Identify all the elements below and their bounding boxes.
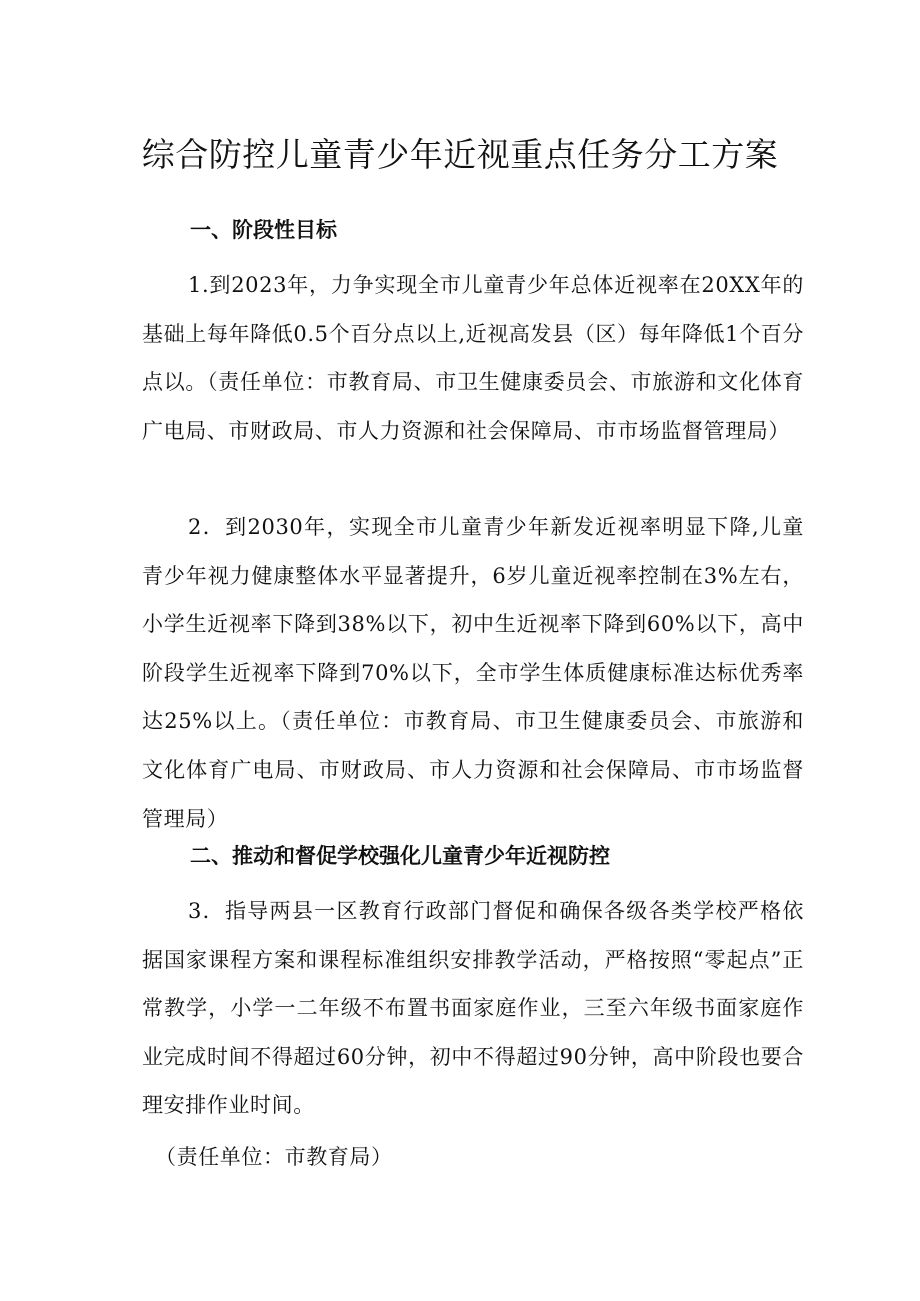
document-title: 综合防控儿童青少年近视重点任务分工方案 (141, 135, 779, 174)
section-heading-goals: 一、阶段性目标 (190, 218, 337, 242)
paragraph-goal-2023: 1.到2023年，力争实现全市儿童青少年总体近视率在20XX年的基础上每年降低0.5个百分点以上,近视高发县（区）每年降低1个百分点以。（责任单位：市教育局、市卫生健康委员会、市旅游和文化体育广电局、市财政局、市人力资源和社会保障局、市市场监督管理局） (142, 273, 804, 443)
section-heading-schools: 二、推动和督促学校强化儿童青少年近视防控 (190, 844, 610, 868)
paragraph-school-homework: 3．指导两县一区教育行政部门督促和确保各级各类学校严格依据国家课程方案和课程标准组织安排教学活动，严格按照“零起点”正常教学，小学一二年级不布置书面家庭作业，三至六年级书面家庭作业完成时间不得超过60分钟，初中不得超过90分钟，高中阶段也要合理安排作业时间。 (142, 899, 804, 1118)
responsibility-note: （责任单位：市教育局） (155, 1145, 393, 1169)
paragraph-goal-2030: 2．到2030年，实现全市儿童青少年新发近视率明显下降,儿童青少年视力健康整体水平显著提升，6岁儿童近视率控制在3%左右，小学生近视率下降到38%以下，初中生近视率下降到60%以下，高中阶段学生近视率下降到70%以下，全市学生体质健康标准达标优秀率达25%以上。（责任单位：市教育局、市卫生健康委员会、市旅游和文化体育广电局、市财政局、市人力资源和社会保障局、市市场监督管理局） (142, 515, 804, 831)
